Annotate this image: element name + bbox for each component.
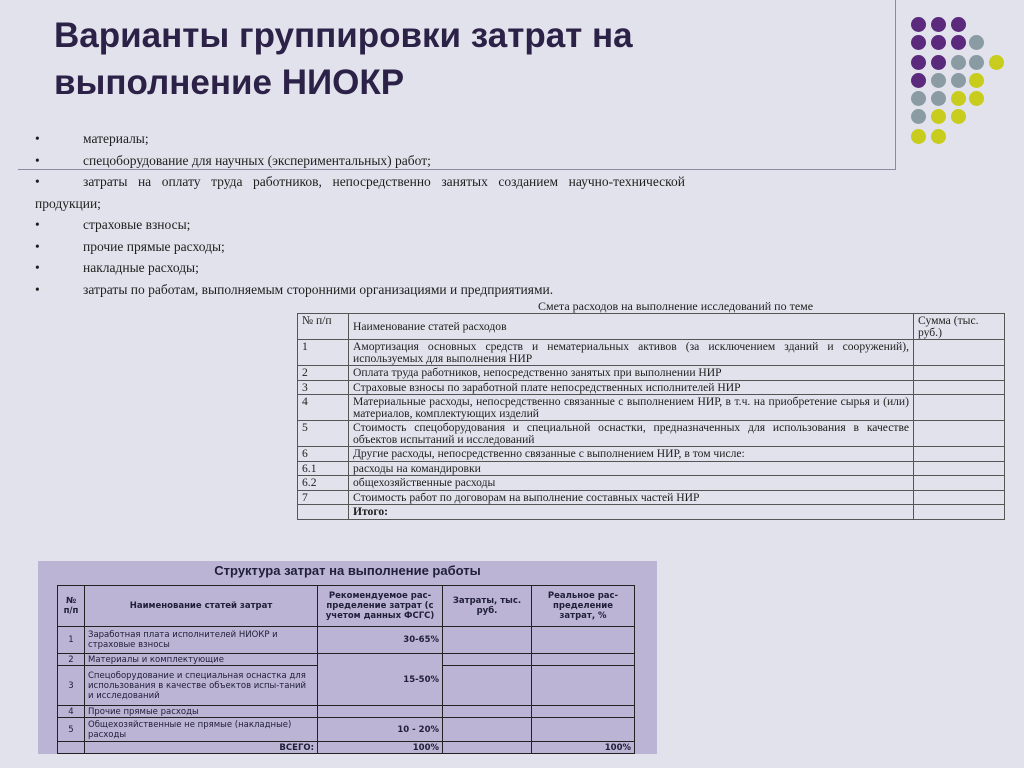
table-row [298, 395, 1005, 421]
header-real: Реальное рас-пределение затрат, % [532, 586, 635, 627]
structure-title: Структура затрат на выполнение работы [214, 563, 481, 578]
row-num: 2 [58, 654, 85, 666]
table-row [298, 447, 1005, 462]
bullet-icon: • [35, 238, 40, 254]
row-num: 4 [298, 395, 349, 421]
bullet-item [35, 214, 685, 236]
row-num: 5 [298, 421, 349, 447]
bullet-text: материалы; [83, 131, 149, 146]
row-name: Материальные расходы, непосредственно связанные с выполнением НИР, в т.ч. на приобретение сырья и (или) материалов, комплектующих изделий [349, 395, 914, 421]
smeta-caption: Смета расходов на выполнение исследований по теме [538, 299, 814, 313]
total-label: Итого: [349, 505, 914, 520]
table-row [298, 461, 1005, 476]
row-name: Амортизация основных средств и нематериальных активов (за исключением зданий и сооружений), используемых для выполнения НИР [349, 340, 914, 366]
row-name: расходы на командировки [349, 461, 914, 476]
total-sum [914, 505, 1005, 520]
bullet-icon: • [35, 260, 40, 275]
table-row [298, 421, 1005, 447]
row-recommended [318, 706, 443, 718]
row-name: Другие расходы, непосредственно связанные с выполнением НИР, в том числе: [349, 447, 914, 462]
row-sum [914, 461, 1005, 476]
table-header-row [58, 586, 635, 627]
bullet-text: затраты на оплату труда работников, непосредственно занятых созданием научно-технической продукции; [35, 174, 685, 211]
smeta-table [297, 313, 1005, 520]
header-costs: Затраты, тыс. руб. [443, 586, 532, 627]
decorative-dot [911, 35, 926, 50]
bullet-icon: • [35, 281, 40, 297]
row-num: 4 [58, 706, 85, 718]
row-sum [914, 366, 1005, 381]
row-name: Страховые взносы по заработной плате непосредственных исполнителей НИР [349, 380, 914, 395]
table-row [298, 366, 1005, 381]
row-recommended: 15-50% [318, 654, 443, 706]
row-sum [914, 490, 1005, 505]
bullet-text: накладные расходы; [83, 260, 199, 275]
row-name: Стоимость работ по договорам на выполнение составных частей НИР [349, 490, 914, 505]
row-num: 6.1 [298, 461, 349, 476]
row-real [532, 654, 635, 666]
row-num: 6 [298, 447, 349, 462]
row-sum [914, 380, 1005, 395]
bullet-icon: • [35, 131, 40, 146]
row-num: 2 [298, 366, 349, 381]
row-real [532, 666, 635, 706]
bullet-icon: • [35, 152, 40, 168]
bullet-icon: • [35, 174, 40, 189]
row-sum [914, 476, 1005, 491]
total-costs [443, 742, 532, 754]
header-num: № п/п [58, 586, 85, 627]
cost-structure-scan [38, 561, 657, 754]
row-name: Оплата труда работников, непосредственно занятых при выполнении НИР [349, 366, 914, 381]
row-sum [914, 340, 1005, 366]
row-real [532, 706, 635, 718]
decorative-dot [931, 91, 946, 106]
decorative-dot [969, 73, 984, 88]
bullet-item [35, 257, 685, 279]
table-row [58, 627, 635, 654]
decorative-dot [951, 17, 966, 32]
slide-title-line2: выполнение НИОКР [54, 63, 405, 102]
bullet-text: прочие прямые расходы; [83, 238, 225, 254]
decorative-dot [911, 17, 926, 32]
row-num: 3 [298, 380, 349, 395]
table-row [298, 380, 1005, 395]
table-row [298, 490, 1005, 505]
structure-table [57, 585, 635, 754]
table-header-row [298, 314, 1005, 340]
decorative-dot [911, 55, 926, 70]
row-name: общехозяйственные расходы [349, 476, 914, 491]
row-name: Спецоборудование и специальная оснастка для использования в качестве объектов испы-таний и исследований [85, 666, 318, 706]
row-num: 7 [298, 490, 349, 505]
slide-title [54, 12, 814, 106]
total-label: ВСЕГО: [85, 742, 318, 754]
row-num: 6.2 [298, 476, 349, 491]
table-total-row [58, 742, 635, 754]
decorative-dot [931, 129, 946, 144]
decorative-vertical-rule [895, 0, 896, 170]
header-name: Наименование статей затрат [85, 586, 318, 627]
row-costs [443, 627, 532, 654]
bullet-item [35, 236, 685, 258]
decorative-dot [911, 73, 926, 88]
decorative-dot [951, 109, 966, 124]
total-real: 100% [532, 742, 635, 754]
row-num: 1 [58, 627, 85, 654]
table-row [298, 476, 1005, 491]
bullet-item [35, 171, 685, 214]
decorative-dot [911, 91, 926, 106]
bullet-text: страховые взносы; [83, 217, 191, 232]
row-real [532, 627, 635, 654]
bullet-text: затраты по работам, выполняемым сторонними организациями и предприятиями. [83, 281, 554, 297]
row-costs [443, 666, 532, 706]
row-num: 3 [58, 666, 85, 706]
decorative-dot [931, 109, 946, 124]
row-recommended: 30-65% [318, 627, 443, 654]
row-costs [443, 706, 532, 718]
total-num [298, 505, 349, 520]
row-name: Общехозяйственные не прямые (накладные) расходы [85, 718, 318, 742]
row-name: Заработная плата исполнителей НИОКР и страховые взносы [85, 627, 318, 654]
decorative-dot [951, 73, 966, 88]
decorative-dot [951, 35, 966, 50]
decorative-dot [969, 55, 984, 70]
row-real [532, 718, 635, 742]
decorative-dot [931, 73, 946, 88]
header-recommended: Рекомендуемое рас-пределение затрат (с учетом данных ФСГС) [318, 586, 443, 627]
decorative-dot [951, 55, 966, 70]
total-recommended: 100% [318, 742, 443, 754]
row-name: Материалы и комплектующие [85, 654, 318, 666]
row-sum [914, 447, 1005, 462]
decorative-dot [969, 91, 984, 106]
header-num: № п/п [298, 314, 349, 340]
total-num [58, 742, 85, 754]
bullet-text: спецоборудование для научных (экспериментальных) работ; [83, 152, 431, 168]
table-row [58, 706, 635, 718]
decorative-dot [931, 17, 946, 32]
bullet-item [35, 150, 685, 172]
bullet-item [35, 128, 685, 150]
slide-title-line1: Варианты группировки затрат на [54, 16, 633, 55]
decorative-dot [951, 91, 966, 106]
decorative-dot [989, 55, 1004, 70]
bullet-item [35, 279, 685, 301]
row-sum [914, 421, 1005, 447]
header-sum: Сумма (тыс. руб.) [914, 314, 1005, 340]
header-name: Наименование статей расходов [349, 314, 914, 340]
decorative-dot [911, 129, 926, 144]
table-row [58, 654, 635, 666]
row-recommended: 10 - 20% [318, 718, 443, 742]
table-row [58, 718, 635, 742]
row-num: 1 [298, 340, 349, 366]
table-row [298, 340, 1005, 366]
cost-bullet-list [35, 128, 685, 300]
row-name: Прочие прямые расходы [85, 706, 318, 718]
decorative-dot [931, 55, 946, 70]
row-costs [443, 654, 532, 666]
row-costs [443, 718, 532, 742]
decorative-dot [969, 35, 984, 50]
row-name: Стоимость спецоборудования и специальной оснастки, предназначенных для использования в качестве объектов испытаний и исследований [349, 421, 914, 447]
decorative-dot [931, 35, 946, 50]
decorative-dot [911, 109, 926, 124]
row-num: 5 [58, 718, 85, 742]
bullet-icon: • [35, 217, 40, 232]
table-total-row [298, 505, 1005, 520]
row-sum [914, 395, 1005, 421]
